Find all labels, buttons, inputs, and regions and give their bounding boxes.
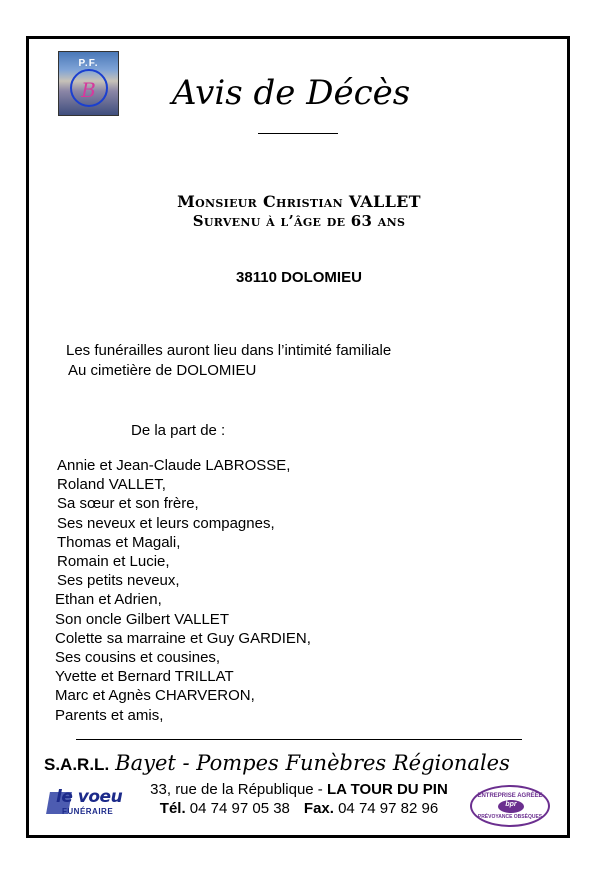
seal-core-text: bpr [505,801,517,808]
family-member: Ses petits neveux, [57,572,180,590]
address-town: LA TOUR DU PIN [326,781,448,798]
company-line [44,748,564,780]
from-label: De la part de : [131,422,226,439]
company-legal-form: S.A.R.L. [44,755,110,774]
funeral-details-line: Les funérailles auront lieu dans l’intimité familiale [66,342,392,359]
le-voeu-logo-word: le voeu [56,787,123,807]
funeral-home-logo [58,51,119,116]
family-member: Marc et Agnès CHARVERON, [55,687,255,705]
family-member: Thomas et Magali, [57,533,181,551]
family-member: Yvette et Bernard TRILLAT [55,668,234,686]
notice-title: Avis de Décès [172,73,411,113]
company-name: Bayet - Pompes Funèbres Régionales [115,751,510,775]
title-divider [258,133,338,134]
footer-divider [76,739,522,740]
funeral-details-line: Au cimetière de DOLOMIEU [68,362,257,379]
family-member: Annie et Jean-Claude LABROSSE, [57,457,291,474]
logo-letter: B [81,78,96,102]
logo-initials: P.F. [78,58,99,69]
fax-number: 04 74 97 82 96 [333,800,439,817]
family-member: Colette sa marraine et Guy GARDIEN, [55,629,311,647]
seal-top-text: ENTREPRISE AGRÉÉE [477,793,543,799]
family-member: Parents et amis, [55,706,164,724]
phone-number: 04 74 97 05 38 [185,800,290,817]
le-voeu-funeraire-logo [48,786,132,820]
family-member: Ses cousins et cousines, [55,649,221,667]
family-member: Roland VALLET, [57,476,166,494]
family-list [0,456,400,725]
seal-core [498,800,524,813]
family-member: Ses neveux et leurs compagnes, [57,514,275,532]
family-member: Sa sœur et son frère, [57,495,199,513]
phone-label: Tél. [159,800,186,817]
location: 38110 DOLOMIEU [236,269,362,286]
agreement-seal-logo [470,785,550,827]
fax-label: Fax. [303,800,334,817]
le-voeu-logo-subtitle: FUNÉRAIRE [62,807,114,816]
funeral-details [66,341,391,381]
deceased-age: Survenu à l’âge de 63 ans [192,212,406,230]
address-street: 33, rue de la République - [150,781,327,798]
seal-bottom-text: PRÉVOYANCE OBSÈQUES [477,814,543,820]
deceased-name: Monsieur Christian VALLET [177,192,421,211]
family-member: Ethan et Adrien, [55,591,162,609]
family-member: Romain et Lucie, [57,553,170,571]
family-member: Son oncle Gilbert VALLET [55,610,229,628]
